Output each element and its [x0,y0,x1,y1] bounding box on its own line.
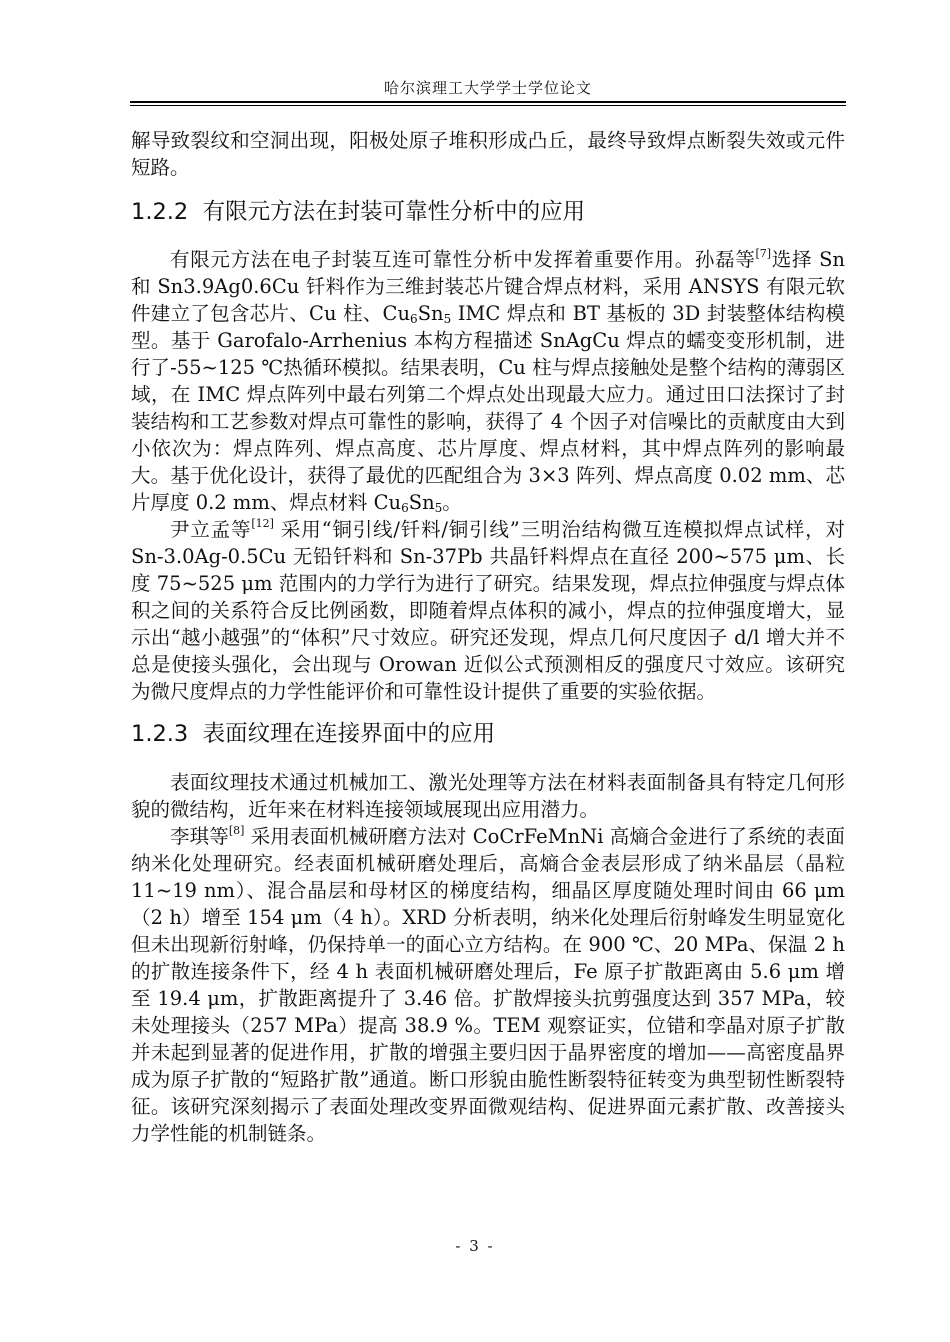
text-run: 采用表面机械研磨方法对 CoCrFeMnNi 高熵合金进行了系统的表面纳米化处理研究。经表面机械研磨处理后，高熵合金表层形成了纳米晶层（晶粒 11~19 nm）、混合晶层和母材区的梯度结构，细晶区厚度随处理时间由 66 μm（2 h）增至 154 μm（4 h）。XRD 分析表明，纳米化处理后衍射峰发生明显宽化但未出现新衍射峰，仍保持单一的面心立方结构。在 900 ℃、20 MPa、保温 2 h 的扩散连接条件下，经 4 h 表面机械研磨处理后，Fe 原子扩散距离由 5.6 μm 增至 19.4 μm，扩散距离提升了 3.46 倍。扩散焊接头抗剪强度达到 357 MPa，较未处理接头（257 MPa）提高 38.9 %。TEM 观察证实，位错和孪晶对原子扩散并未起到显著的促进作用，扩散的增强主要归因于晶界密度的增加——高密度晶界成为原子扩散的“短路扩散”通道。断口形貌由脆性断裂特征转变为典型韧性断裂特征。该研究深刻揭示了表面处理改变界面微观结构、促进界面元素扩散、改善接头力学性能的机制链条。 [131,825,845,1145]
page-number: - 3 - [455,1237,495,1255]
text-run: 采用“铜引线/钎料/铜引线”三明治结构微互连模拟焊点试样，对 Sn-3.0Ag-0.5Cu 无铅钎料和 Sn-37Pb 共晶钎料焊点在直径 200~575 μm、长度 75~525 μm 范围内的力学行为进行了研究。结果发现，焊点拉伸强度与焊点体积之间的关系符合反比例函数，即随着焊点体积的减小，焊点的拉伸强度增大，显示出“越小越强”的“体积”尺寸效应。研究还发现，焊点几何尺度因子 d/l 增大并不总是使接头强化，会出现与 Orowan 近似公式预测相反的强度尺寸效应。该研究为微尺度焊点的力学性能评价和可靠性设计提供了重要的实验依据。 [131,518,845,703]
citation-ref: [7] [755,247,772,260]
text-run: Sn [417,302,444,325]
running-header: 哈尔滨理工大学学士学位论文 [383,79,592,97]
section-title: 有限元方法在封装可靠性分析中的应用 [202,199,586,225]
citation-ref: [8] [228,824,245,837]
section-heading-1-2-3 [131,716,845,748]
text-run: 。 [442,491,462,514]
section-title: 表面纹理在连接界面中的应用 [202,721,496,747]
subscript: 6 [401,501,409,515]
paragraph-fem-sun [131,246,845,516]
page-body [131,127,845,1147]
text-run: 李琪等 [170,825,229,848]
section-number: 1.2.2 [131,199,189,225]
text-run: 尹立孟等 [170,518,252,541]
section-number: 1.2.3 [131,721,189,747]
header-rule-thin [130,105,846,106]
paragraph-texture-intro: 表面纹理技术通过机械加工、激光处理等方法在材料表面制备具有特定几何形貌的微结构，近年来在材料连接领域展现出应用潜力。 [131,771,845,821]
header-rule-thick [130,101,846,103]
subscript: 5 [443,312,452,326]
text-run: IMC 焊点和 BT 基板的 3D 封装整体结构模型。基于 Garofalo-Arrhenius 本构方程描述 SnAgCu 焊点的蠕变变形机制，进行了-55~125 ℃热循环模拟。结果表明，Cu 柱与焊点接触处是整个结构的薄弱区域，在 IMC 焊点阵列中最右列第二个焊点处出现最大应力。通过田口法探讨了封装结构和工艺参数对焊点可靠性的影响，获得了 4 个因子对信噪比的贡献度由大到小依次为：焊点阵列、焊点高度、芯片厚度、焊点材料，其中焊点阵列的影响最大。基于优化设计，获得了最优的匹配组合为 3×3 阵列、焊点高度 0.02 mm、芯片厚度 0.2 mm、焊点材料 Cu [131,302,845,514]
section-heading-1-2-2 [131,194,845,226]
intro-paragraph: 解导致裂纹和空洞出现，阳极处原子堆积形成凸丘，最终导致焊点断裂失效或元件短路。 [131,129,845,179]
citation-ref: [12] [251,517,274,530]
subscript: 6 [410,312,418,326]
subscript: 5 [434,501,443,515]
paragraph-li-qi [131,823,845,1147]
paragraph-yin [131,516,845,705]
text-run: 有限元方法在电子封装互连可靠性分析中发挥着重要作用。孙磊等 [170,248,756,271]
text-run: 选择 Sn 和 Sn3.9Ag0.6Cu 钎料作为三维封装芯片键合焊点材料，采用 ANSYS 有限元软件建立了包含芯片、Cu 柱、Cu [131,248,845,325]
text-run: Sn [408,491,435,514]
